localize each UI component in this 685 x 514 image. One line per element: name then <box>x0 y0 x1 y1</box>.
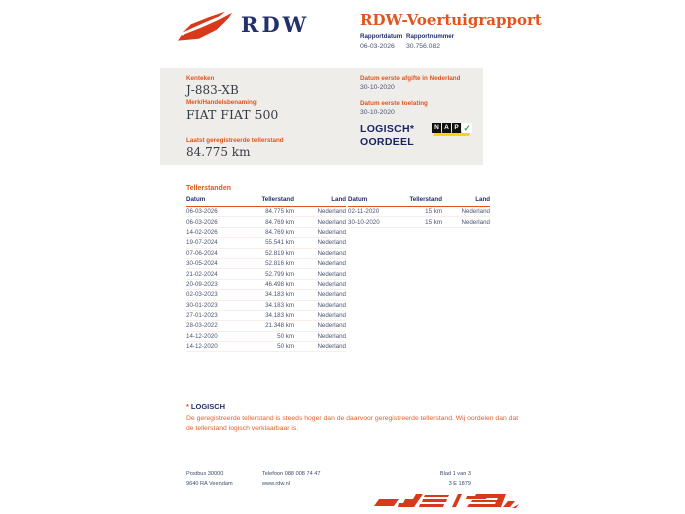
tellerstand-cell: 21.348 km <box>265 322 294 330</box>
datum-cell: 14-12-2020 <box>186 343 218 351</box>
table-row <box>186 228 346 238</box>
tellerstand-cell: 34.183 km <box>265 301 294 309</box>
datum-cell: 14-12-2020 <box>186 332 218 340</box>
table-row <box>186 269 346 279</box>
land-cell: Nederland <box>317 301 346 309</box>
report-number-value: 30.756.082 <box>406 43 441 50</box>
rdw-logo-icon <box>177 10 235 46</box>
table-header-row <box>186 196 346 207</box>
tellerstand-cell: 50 km <box>277 343 294 351</box>
tellerstand-cell: 84.775 km <box>265 208 294 216</box>
datum-cell: 06-03-2026 <box>186 208 218 216</box>
table-row <box>348 207 490 217</box>
land-cell: Nederland <box>317 208 346 216</box>
datum-cell: 02-11-2020 <box>348 208 380 216</box>
table-row <box>186 332 346 342</box>
tellerstanden-table-left <box>186 196 346 352</box>
datum-cell: 02-03-2023 <box>186 291 218 299</box>
land-cell: Nederland <box>317 343 346 351</box>
tellerstand-cell: 84.769 km <box>265 218 294 226</box>
datum-cell: 14-02-2026 <box>186 228 218 236</box>
table-row <box>186 238 346 248</box>
tellerstand-cell: 46.498 km <box>265 280 294 288</box>
logisch-title-text: LOGISCH <box>190 402 226 411</box>
oordeel-line1: LOGISCH* <box>360 123 415 135</box>
footer-form-code: 3 E 1879 <box>448 480 471 487</box>
land-cell: Nederland <box>461 208 490 216</box>
datum-cell: 20-09-2023 <box>186 280 218 288</box>
tellerstand-cell: 34.183 km <box>265 291 294 299</box>
report-date-value: 06-03-2026 <box>360 43 395 50</box>
tellerstanden-table-right <box>348 196 490 228</box>
datum-cell: 21-02-2024 <box>186 270 218 278</box>
merk-value: FIAT FIAT 500 <box>186 107 279 122</box>
datum-cell: 07-06-2024 <box>186 249 218 257</box>
datum-cell: 19-07-2024 <box>186 239 218 247</box>
col-tellerstand: Tellerstand <box>261 196 294 203</box>
nap-letter: A <box>442 123 451 133</box>
tellerstand-cell: 15 km <box>425 218 442 226</box>
footer-address-line1: Postbus 30000 <box>186 471 224 477</box>
report-date-label: Rapportdatum <box>360 33 403 40</box>
laatste-tellerstand-value: 84.775 km <box>186 145 251 159</box>
table-body <box>186 207 346 352</box>
table-row <box>186 217 346 227</box>
table-row <box>186 207 346 217</box>
land-cell: Nederland <box>461 218 490 226</box>
report-number-label: Rapportnummer <box>406 33 455 40</box>
tellerstand-cell: 52.816 km <box>265 260 294 268</box>
table-row <box>186 301 346 311</box>
table-body <box>348 207 490 228</box>
table-row <box>186 342 346 352</box>
nap-check-icon: ✓ <box>463 123 471 133</box>
logisch-footnote-text: De geregistreerde tellerstand is steeds hoger dan de daarvoor geregistreerde tellerstand. Wij oordelen dan dat de tellerstand logisch verklaarbaar is. <box>186 415 519 432</box>
footer-website: www.rdw.nl <box>262 480 290 487</box>
rdw-speed-stripes-graphic <box>372 491 522 512</box>
table-row <box>348 217 490 227</box>
land-cell: Nederland <box>317 249 346 257</box>
eerste-afgifte-label: Datum eerste afgifte in Nederland <box>360 75 461 82</box>
vehicle-summary-card <box>160 68 483 165</box>
land-cell: Nederland <box>317 312 346 320</box>
eerste-toelating-value: 30-10-2020 <box>360 109 395 116</box>
tellerstand-cell: 15 km <box>425 208 442 216</box>
tellerstand-cell: 52.819 km <box>265 249 294 257</box>
tellerstand-cell: 52.799 km <box>265 270 294 278</box>
table-row <box>186 311 346 321</box>
tellerstand-cell: 84.769 km <box>265 228 294 236</box>
nap-letter: P <box>452 123 461 133</box>
table-row <box>186 259 346 269</box>
datum-cell: 30-05-2024 <box>186 260 218 268</box>
nap-letter: N <box>432 123 441 133</box>
eerste-afgifte-value: 30-10-2020 <box>360 84 395 91</box>
kenteken-value: J-883-XB <box>186 83 239 97</box>
laatste-tellerstand-label: Laatst geregistreerde tellerstand <box>186 137 284 144</box>
merk-label: Merk/Handelsbenaming <box>186 99 257 106</box>
table-row <box>186 321 346 331</box>
logisch-footnote-title <box>186 402 225 411</box>
tellerstand-cell: 50 km <box>277 332 294 340</box>
col-tellerstand: Tellerstand <box>409 196 442 203</box>
footer-address <box>186 470 233 489</box>
footer-phone: Telefoon 088 008 74 47 <box>262 471 321 477</box>
land-cell: Nederland <box>317 332 346 340</box>
land-cell: Nederland <box>317 239 346 247</box>
datum-cell: 06-03-2026 <box>186 218 218 226</box>
datum-cell: 30-01-2023 <box>186 301 218 309</box>
land-cell: Nederland <box>317 322 346 330</box>
land-cell: Nederland <box>317 218 346 226</box>
land-cell: Nederland <box>317 228 346 236</box>
land-cell: Nederland <box>317 270 346 278</box>
datum-cell: 27-01-2023 <box>186 312 218 320</box>
land-cell: Nederland <box>317 291 346 299</box>
land-cell: Nederland <box>317 260 346 268</box>
footer-address-line2: 9640 RA Veendam <box>186 480 233 487</box>
col-land: Land <box>331 196 346 203</box>
col-datum: Datum <box>348 196 368 203</box>
kenteken-label: Kenteken <box>186 75 215 82</box>
datum-cell: 30-10-2020 <box>348 218 380 226</box>
table-header-row <box>348 196 490 207</box>
table-row <box>186 249 346 259</box>
tellerstand-cell: 34.183 km <box>265 312 294 320</box>
rdw-wordmark: RDW <box>241 12 310 37</box>
oordeel-line2: OORDEEL <box>360 136 415 148</box>
footer-page-info <box>386 470 471 489</box>
footer-contact <box>262 470 320 489</box>
table-row <box>186 290 346 300</box>
table-row <box>186 280 346 290</box>
tellerstanden-heading: Tellerstanden <box>186 185 231 192</box>
col-land: Land <box>475 196 490 203</box>
land-cell: Nederland <box>317 280 346 288</box>
asterisk: * <box>186 402 189 411</box>
nap-logo <box>432 123 474 138</box>
datum-cell: 28-03-2022 <box>186 322 218 330</box>
page-title: RDW-Voertuigrapport <box>360 11 542 29</box>
eerste-toelating-label: Datum eerste toelating <box>360 100 428 107</box>
oordeel-badge <box>360 123 414 149</box>
tellerstand-cell: 55.541 km <box>265 239 294 247</box>
footer-page-number: Blad 1 van 3 <box>439 471 471 477</box>
col-datum: Datum <box>186 196 206 203</box>
